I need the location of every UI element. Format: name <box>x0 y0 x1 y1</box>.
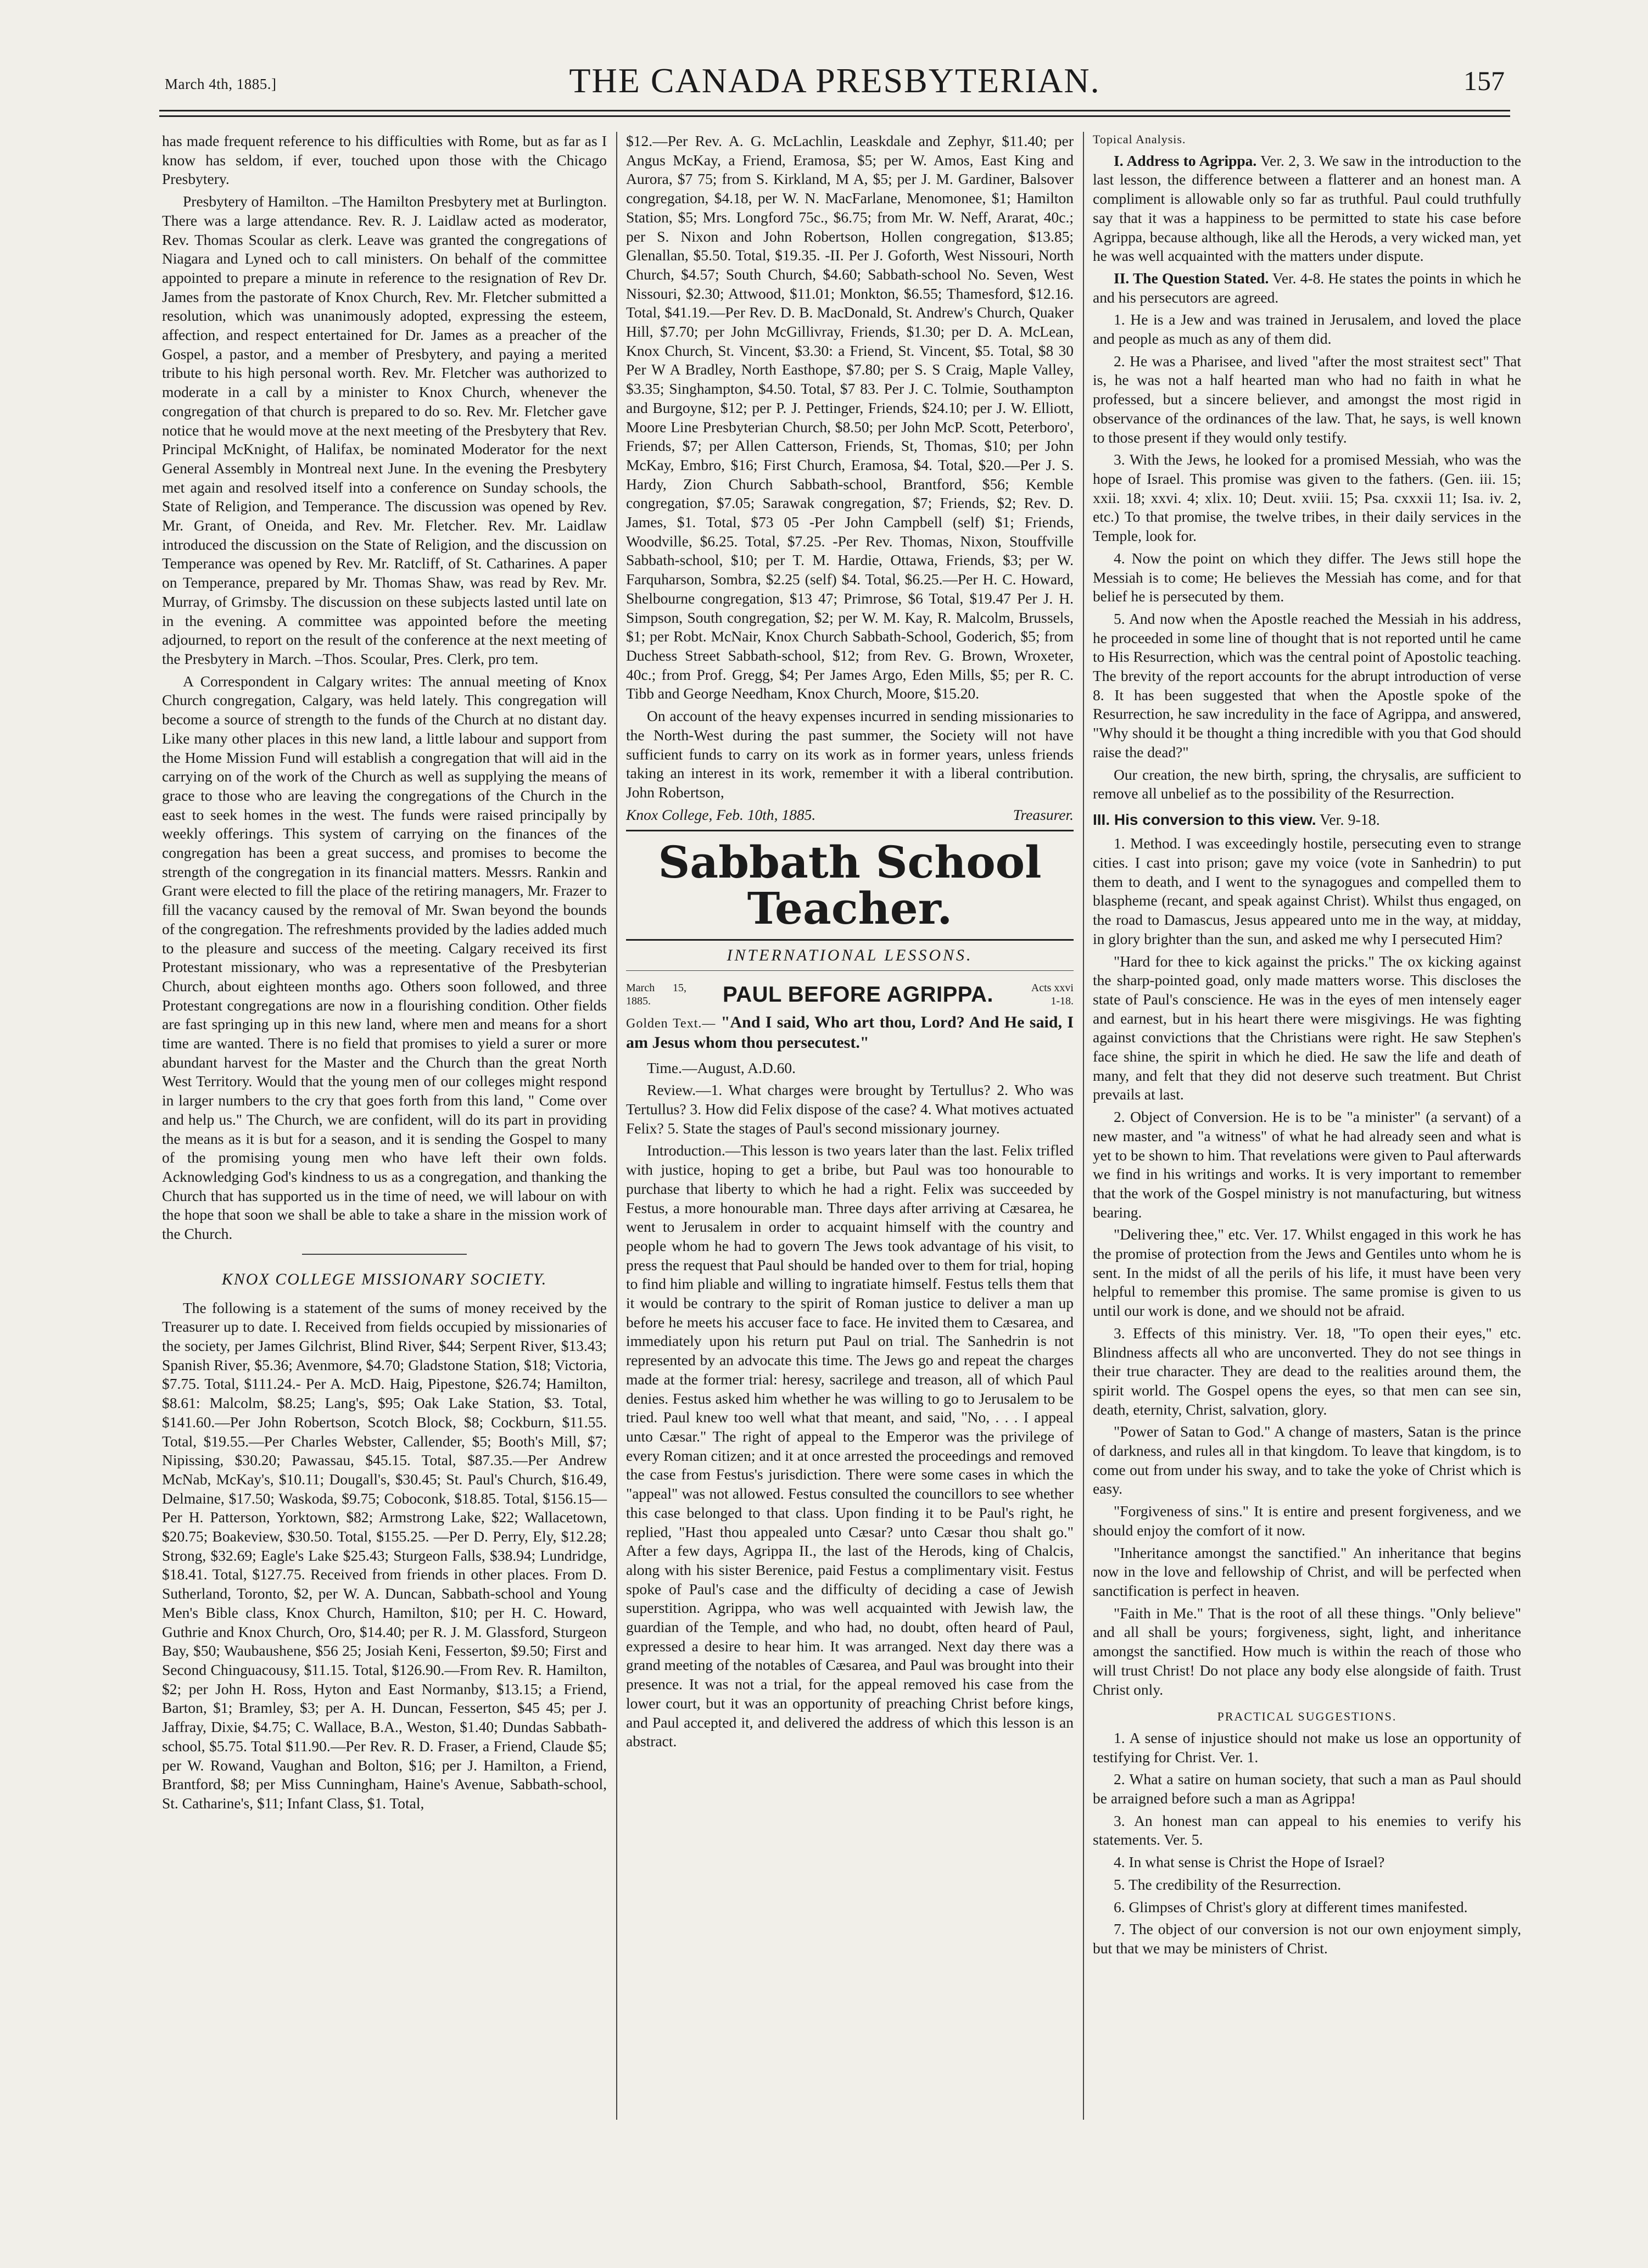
header-rule <box>159 110 1510 111</box>
section-ii-text: Ver. 4-8. He states the points in which he and his persecutors are agreed. <box>1093 269 1522 306</box>
paragraph-society-appeal: On account of the heavy expenses incurred in sending missionaries to the North-West during the past summer, the Society will not have sufficient funds to carry on its work as in former years, unless friends taking an interest in its work, remember it with a liberal contribution. John Robertson, <box>626 707 1074 801</box>
section-ii-title: II. The Question Stated. <box>1114 269 1269 287</box>
list-item: 1. Method. I was exceedingly hostile, persecuting even to strange cities. I cast into prison; gave my voice (vote in Sanhedrin) to put them to death, and I went to the synagogues and compelled them to blaspheme (recant, and speak against Christ). Whilst thus engaged, on the road to Damascus, Jesus appeared unto me in the way, at midday, in glory brighter than the sun, and asked me why I persecuted Him? <box>1093 835 1521 947</box>
golden-text-label: Golden Text.— <box>626 1016 716 1031</box>
list-item: 3. Effects of this ministry. Ver. 18, "To open their eyes," etc. Blindness affects all who are unconverted. They do not see things in their true character. They are dead to the realities around them, the spirit world. The Gospel opens the eyes, so that men can see sin, death, eternity, Christ, salvation, glory. <box>1093 1324 1521 1418</box>
list-item: 2. He was a Pharisee, and lived "after the most straitest sect" That is, he was not a half hearted man who had no faith in what he professed, but a sincere believer, and amongst the most rigid in observance of the ordinances of the law. That, he says, is well known to those present if they would only testify. <box>1093 352 1521 446</box>
column-right <box>1093 132 1521 1962</box>
lesson-heading <box>626 981 1074 1008</box>
page-header <box>165 60 1505 99</box>
lesson-date: March 15, 1885. <box>626 982 686 1008</box>
suggestion-item: 7. The object of our conversion is not our own enjoyment simply, but that we may be ministers of Christ. <box>1093 1920 1521 1957</box>
suggestion-item: 6. Glimpses of Christ's glory at different times manifested. <box>1114 1898 1468 1915</box>
paragraph: has made frequent reference to his difficulties with Rome, but as far as I know has seldom, if ever, touched upon those with the Chicago Presbytery. <box>162 132 607 188</box>
golden-text-body: "And I said, Who art thou, Lord? And He said, I am Jesus whom thou persecutest." <box>626 1013 1074 1052</box>
paragraph: "Power of Satan to God." A change of masters, Satan is the prince of darkness, and rules all in that kingdom. To leave that kingdom, is to come out from under his sway, and to take the yoke of Christ which is easy. <box>1093 1423 1521 1498</box>
lesson-review: Review.—1. What charges were brought by Tertullus? 2. Who was Tertullus? 3. How did Felix dispose of the case? 4. What motives actuated Felix? 5. State the stages of Paul's second missionary journey. <box>626 1081 1074 1137</box>
suggestion-item: 5. The credibility of the Resurrection. <box>1114 1875 1342 1893</box>
lesson-reference: Acts xxvi 1-18. <box>1031 982 1074 1008</box>
paragraph: "Delivering thee," etc. Ver. 17. Whilst engaged in this work he has the promise of protection from the Jews and Gentiles unto whom he is sent. In the midst of all the perils of his life, it must have been very helpful to remember this promise. The same promise is given to us until our work is done, and we should not be afraid. <box>1093 1226 1521 1320</box>
header-rule-thin <box>159 115 1510 117</box>
section-iii <box>1093 810 1521 830</box>
page-number: 157 <box>1463 65 1505 96</box>
section-ii <box>1093 269 1521 307</box>
paragraph: Our creation, the new birth, spring, the chrysalis, are sufficient to remove all unbelief as to the possibility of the Resurrection. <box>1093 766 1521 802</box>
signature-line <box>626 806 1074 825</box>
subtitle-international-lessons: INTERNATIONAL LESSONS. <box>626 945 1074 971</box>
signature-title: Treasurer. <box>1013 806 1074 823</box>
section-title-knox-college: KNOX COLLEGE MISSIONARY SOCIETY. <box>221 1270 548 1288</box>
section-i-text: Ver. 2, 3. We saw in the introduction to the last lesson, the difference between a flatterer and an honest man. A compliment is allowable only so far as truthful. Paul could truthfully say that it was a happiness to be permitted to state his case before Agrippa, because although, like all the Herods, a very wicked man, yet he was well acquainted with the matters under dispute. <box>1093 152 1521 265</box>
section-title-sabbath-school: Sabbath School Teacher. <box>626 830 1074 941</box>
column-divider <box>616 132 617 2120</box>
suggestion-item: 3. An honest man can appeal to his enemies to verify his statements. Ver. 5. <box>1093 1812 1521 1848</box>
suggestion-item: 4. In what sense is Christ the Hope of Israel? <box>1114 1853 1385 1871</box>
column-middle <box>626 132 1074 1755</box>
list-item: 3. With the Jews, he looked for a promised Messiah, who was the hope of Israel. This promise was given to the fathers. (Gen. iii. 15; xxii. 18; xxvi. 4; xlix. 10; Deut. xviii. 15; Psa. cxxxii 11; Isa. iv. 2, etc.) To that promise, the twelve tribes, in their daily services in the Temple, look for. <box>1093 451 1521 545</box>
column-divider <box>1083 132 1084 2120</box>
section-iii-verse: Ver. 9-18. <box>1320 811 1380 829</box>
paragraph: "Inheritance amongst the sanctified." An inheritance that begins now in the love and fellowship of Christ, and will be perfected when sanctification is perfect in heaven. <box>1093 1544 1521 1599</box>
list-item: 2. Object of Conversion. He is to be "a minister" (a servant) of a new master, and "a witness" of what he had already seen and what is yet to be shown to him. That revelations were given to Paul afterwards we find in his writings and works. It is very important to remember that the work of the Gospel ministry is not manufacturing, but witness bearing. <box>1093 1108 1521 1221</box>
list-item: 1. He is a Jew and was trained in Jerusalem, and loved the place and people as much as any of them did. <box>1093 311 1521 348</box>
paragraph-treasurer-statement: The following is a statement of the sums of money received by the Treasurer up to date. I. Received from fields occupied by missionaries of the society, per James Gilchrist, Blind River, $44; Serpent River, $13.43; Spanish River, $5.36; Avenmore, $4.70; Gladstone Station, $18; Victoria, $7.75. Total, $111.24.- Per A. McD. Haig, Pipestone, $26.74; Hamilton, $8.61: Malcolm, $8.25; Lang's, $95; Oak Lake Station, $3. Total, $141.60.—Per John Robertson, Scotch Block, $8; Cockburn, $11.55. Total, $19.55.—Per Charles Webster, Callender, $5; Booth's Mill, $7; Nipissing, $30.20; Pawassau, $45.15. Total, $87.35.—Per Andrew McNab, McKay's, $10.11; Dougall's, $30.45; St. Paul's Church, $16.49, Delmaine, $17.50; Waskoda, $9.75; Coboconk, $18.85. Total, $156.15—Per H. Patterson, Yorktown, $82; Armstrong Lake, $22; Wallacetown, $20.75; Boakeview, $30.50. Total, $155.25. —Per D. Perry, Ely, $12.28; Strong, $32.69; Eagle's Lake $25.43; Sturgeon Falls, $38.94; Lundridge, $18.41. Total, $127.75. Received from friends in other places. From D. Sutherland, Toronto, $2, per W. A. Duncan, Sabbath-school and Young Men's Bible class, Knox Church, Hamilton, $10; per H. C. Howard, Guthrie and Knox Church, Oro, $14.40; per R. J. M. Glassford, Sturgeon Bay, $50; Waubaushene, $56 25; Josiah Keni, Fesserton, $9.50; First and Second Chinguacousy, $11.15. Total, $126.90.—From Rev. R. Hamilton, $2; per John H. Ross, Hyton and East Normanby, $13.15; a Friend, Barton, $1; Bramley, $3; per A. H. Duncan, Fesserton, $45 45; per J. Jaffray, Dixie, $4.75; C. Wallace, B.A., Weston, $1.40; Dundas Sabbath-school, $5.75. Total $11.90.—Per Rev. R. D. Fraser, a Friend, Claude $5; per W. Rowand, Vaughan and Bolton, $16; per J. Hamilton, a Friend, Brantford, $8; per Miss Cunningham, Haine's Avenue, Sabbath-school, St. Catharine's, $11; Infant Class, $1. Total, <box>162 1299 607 1812</box>
paragraph-contributions: $12.—Per Rev. A. G. McLachlin, Leaskdale and Zephyr, $11.40; per Angus McKay, a Friend, Eramosa, $5; per W. Amos, East King and Aurora, $7 75; from S. Kirkland, M A, $5; per J. M. Gardiner, Balsover congregation, $4.18, per W. N. MacFarlane, Menomonee, $1; Hamilton Station, $5; Mrs. Longford 75c., $6.75; from Mr. W. Neff, Ararat, 40c.; per S. Nixon and John Robertson, Hollen congregation, $13.85; Glenallan, $5.50. Total, $19.35. -II. Per J. Goforth, West Nissouri, North Church, $4.57; South Church, $4.60; Sabbath-school No. Seven, West Nissouri, $2.30; Attwood, $11.01; Monkton, $6.55; Thamesford, $12.16. Total, $41.19.—Per Rev. D. B. MacDonald, St. Andrew's Church, Quaker Hill, $7.70; per John McGillivray, Friends, $1.30; per D. A. McLean, Knox Church, St. Vincent, $3.30: a Friend, St. Vincent, $5. Total, $8 30 Per W A Bradley, North Easthope, $7.80; per S. S Craig, Maple Valley, $3.35; Singhampton, $4.50. Total, $7 83. Per J. C. Tolmie, Southampton and Burgoyne, $12; per P. J. Pettinger, Friends, $24.10; per J. W. Elliott, Moore Line Presbyterian Church, $8.50; per John McP. Scott, Peterboro', Friends, $7; per Allen Catterson, Friends, St, Thomas, $10; per John McKay, Embro, $16; First Church, Eramosa, $4. Total, $20.—Per J. S. Hardy, Zion Church Sabbath-school, Brantford, $56; Kemble congregation, $7.05; Sarawak congregation, $7; Friends, $2; Rev. D. James, $1. Total, $73 05 -Per John Campbell (self) $1; Friends, Woodville, $6.25. Total, $7.25. -Per Rev. Thomas, Nixon, Stouffville Sabbath-school, $10; per T. M. Hardie, Ottawa, Friends, $3; per W. Farquharson, Sombra, $2.25 (self) $4. Total, $6.25.—Per H. C. Howard, Shelbourne congregation, $13 47; Primrose, $6 Total, $19.47 Per J. H. Simpson, South congregation, $2; per W. M. Kay, R. Malcolm, Brussels, $1; per Robt. McNair, Knox Church Sabbath-School, Goderich, $5; from Duchess Street Sabbath-school, $12; from Rev. G. Brown, Wroxeter, 40c.; from Prof. Gregg, $4; Per James Argo, Eden Mills, $5; per R. C. Tibb and George Needham, Knox Church, Moore, $15.20. <box>626 132 1074 702</box>
paragraph-hamilton-presbytery: Presbytery of Hamilton. –The Hamilton Presbytery met at Burlington. There was a large attendance. Rev. R. J. Laidlaw acted as moderator, Rev. Thomas Scoular as clerk. Leave was granted the congregations of Niagara and Lyned och to call ministers. On behalf of the committee appointed to prepare a minute in reference to the resignation of Rev Dr. James from the pastorate of Knox Church, Rev. Mr. Fletcher submitted a resolution, which was unanimously adopted, expressing the esteem, affection, and respect entertained for Dr. James as a preacher of the Gospel, a pastor, and a member of Presbytery, and paying a merited tribute to his high personal worth. Rev. Mr. Fletcher was authorized to moderate in a call by a minister to Knox Church, whenever the congregation of that church is prepared to do so. Rev. Mr. Fletcher gave notice that he would move at the next meeting of the Presbytery that Rev. Principal McKnight, of Halifax, be nominated Moderator for the next General Assembly in Montreal next June. In the evening the Presbytery met again and resolved itself into a conference on Sunday schools, the State of Religion, and Temperance. The discussion was opened by Rev. Mr. Grant, of Oneida, and Rev. Mr. Fletcher. Rev. Mr. Laidlaw introduced the discussion on the State of Religion, and the discussion on Temperance was opened by Rev. Mr. Ratcliff, of St. Catharines. A paper on Temperance, prepared by Mr. Thomas Shaw, was read by Rev. Mr. Murray, of Grimsby. The discussion on these subjects lasted until late on in the evening. A committee was appointed before the meeting adjourned, to report on the result of the conference at the next meeting of the Presbytery in March. –Thos. Scoular, Pres. Clerk, pro tem. <box>162 193 607 667</box>
suggestion-item: 1. A sense of injustice should not make us lose an opportunity of testifying for Christ. Ver. 1. <box>1093 1729 1521 1766</box>
list-item: 5. And now when the Apostle reached the Messiah in his address, he proceeded in some line of thought that is not reported until he came to His Resurrection, which was the central point of Apostolic teaching. The brevity of the report accounts for the abrupt introduction of verse 8. It has been suggested that when the Apostle spoke of the Resurrection, he saw incredulity in the face of Agrippa, and answered, "Why should it be thought a thing incredible with you that God should raise the dead?" <box>1093 610 1521 761</box>
issue-date: March 4th, 1885.] <box>165 76 277 92</box>
paragraph: "Hard for thee to kick against the pricks." The ox kicking against the sharp-pointed goad, only made matters worse. This discloses the state of Paul's conscience. He was in the eyes of men intensely eager and earnest, but in his heart there were misgivings. He was fighting against convictions that the Christians were right. He saw Stephen's face shine, the spirit in which he died. He saw the life and death of many, and felt that they did not deserve such treatment. But Christ prevails at last. <box>1093 952 1521 1103</box>
lesson-introduction: Introduction.—This lesson is two years later than the last. Felix trifled with justice, hoping to get a bribe, but Paul was too honourable to purchase that liberty to which he had a right. Felix was succeeded by Festus, a more honourable man. Three days after arriving at Cæsarea, he went to Jerusalem in order to acquaint himself with the country and people whom he had to govern The Jews took advantage of his visit, to press the request that Paul should be handed over to them for trial, hoping to find him pliable and willing to ingratiate himself. Festus tells them that it would be contrary to the spirit of Roman justice to deliver a man up before he meets his accuser face to face. He invited them to Cæsarea, and immediately upon his return put Paul on trial. The Sanhedrin is not represented by an advocate this time. The Jews go and repeat the charges made at the former trial: heresy, sacrilege and treason, all of which Paul denies. Festus asked him whether he was willing to go to Jerusalem to be tried. Paul knew too well what that meant, and said, "No, . . . I appeal unto Cæsar." The right of appeal to the Emperor was the privilege of every Roman citizen; and it at once arrested the proceedings and removed the case from Festus's jurisdiction. There were some cases in which the "appeal" was not allowed. Festus consulted the councillors to see whether this case belonged to that class. Upon finding it to be Paul's right, he replied, "Hast thou appealed unto Cæsar? unto Cæsar thou shalt go." After a few days, Agrippa II., the last of the Herods, king of Chalcis, along with his sister Berenice, paid Festus a complimentary visit. Festus spoke of Paul's case and the difficulty of deciding a case of Jewish superstition. Agrippa, who was well acquainted with Jewish law, the guardian of the Temple, and who had, no doubt, often heard of Paul, expressed a desire to hear him. It was arranged. Next day there was a grand meeting of the notables of Cæsarea, and Paul was brought into their presence. It was not a trial, for the appeal removed his case from the lower court, but it was an opportunity of preaching Christ before kings, and Paul accepted it, and delivered the address of which this lesson is an abstract. <box>626 1142 1074 1750</box>
topical-analysis-heading: Topical Analysis. <box>1093 132 1186 146</box>
section-divider <box>302 1254 467 1255</box>
section-i <box>1093 152 1521 266</box>
practical-suggestions-heading: PRACTICAL SUGGESTIONS. <box>1217 1710 1397 1724</box>
lesson-time: Time.—August, A.D.60. <box>647 1059 796 1076</box>
paragraph-calgary-correspondent: A Correspondent in Calgary writes: The annual meeting of Knox Church congregation, Calgary, was held lately. This congregation will become a source of strength to the funds of the Church at no distant day. Like many other places in this new land, a little labour and support from the Home Mission Fund will establish a congregation that will aid in the carrying on of the work of the Church as well as supplying the means of grace to those who are leaving the congregations of the Church in the east to seek homes in the west. The funds were raised principally by weekly offerings. This system of carrying on the finances of the congregation has been a great success, and promises to become the strength of the congregation in its financial matters. Messrs. Rankin and Grant were elected to fill the place of the retiring managers, Mr. Frazer to fill the vacancy caused by the removal of Mr. Swan beyond the bounds of the congregation. The refreshments provided by the ladies added much to the pleasure and success of the meeting. Calgary received its first Protestant missionary, who was a representative of the Presbyterian Church, about eighteen months ago. Others soon followed, and three Protestant congregations are now in a flourishing condition. Other fields are fast springing up in this new land, where men and means for a short time are wanted. There is no field that promises to yield a surer or more abundant harvest for the Master and the Church than the great North West Territory. Would that the young men of our colleges might respond in larger numbers to the cry that goes forth from this land, " Come over and help us." The Church, we are confident, will do its part in providing the means as it is but for a season, and it is sending the Gospel to many of the promising young men who have left their own folds. Acknowledging God's kindness to us as a congregation, and thanking the Church that has supported us in the time of need, we will labour on with the hope that soon we shall be able to take a share in the mission work of the Church. <box>162 672 607 1243</box>
paragraph: "Forgiveness of sins." It is entire and present forgiveness, and we should enjoy the comfort of it now. <box>1093 1502 1521 1539</box>
list-item: 4. Now the point on which they differ. The Jews still hope the Messiah is to come; He believes the Messiah has come, and for that belief he is persecuted by them. <box>1093 549 1521 605</box>
section-iii-title: III. His conversion to this view. <box>1093 811 1316 828</box>
lesson-title: PAUL BEFORE AGRIPPA. <box>722 982 993 1007</box>
column-left <box>162 132 607 1817</box>
golden-text <box>626 1012 1074 1053</box>
paragraph: "Faith in Me." That is the root of all these things. "Only believe" and all shall be yours; forgiveness, sight, light, and inheritance amongst the sanctified. How much is within the reach of those who will trust Christ! Do not place any body else alongside of faith. Trust Christ only. <box>1093 1604 1521 1698</box>
newspaper-title: THE CANADA PRESBYTERIAN. <box>569 61 1100 100</box>
suggestion-item: 2. What a satire on human society, that such a man as Paul should be arraigned before such a man as Agrippa! <box>1093 1770 1521 1807</box>
signature-place-date: Knox College, Feb. 10th, 1885. <box>626 806 816 823</box>
section-i-title: I. Address to Agrippa. <box>1114 152 1257 169</box>
